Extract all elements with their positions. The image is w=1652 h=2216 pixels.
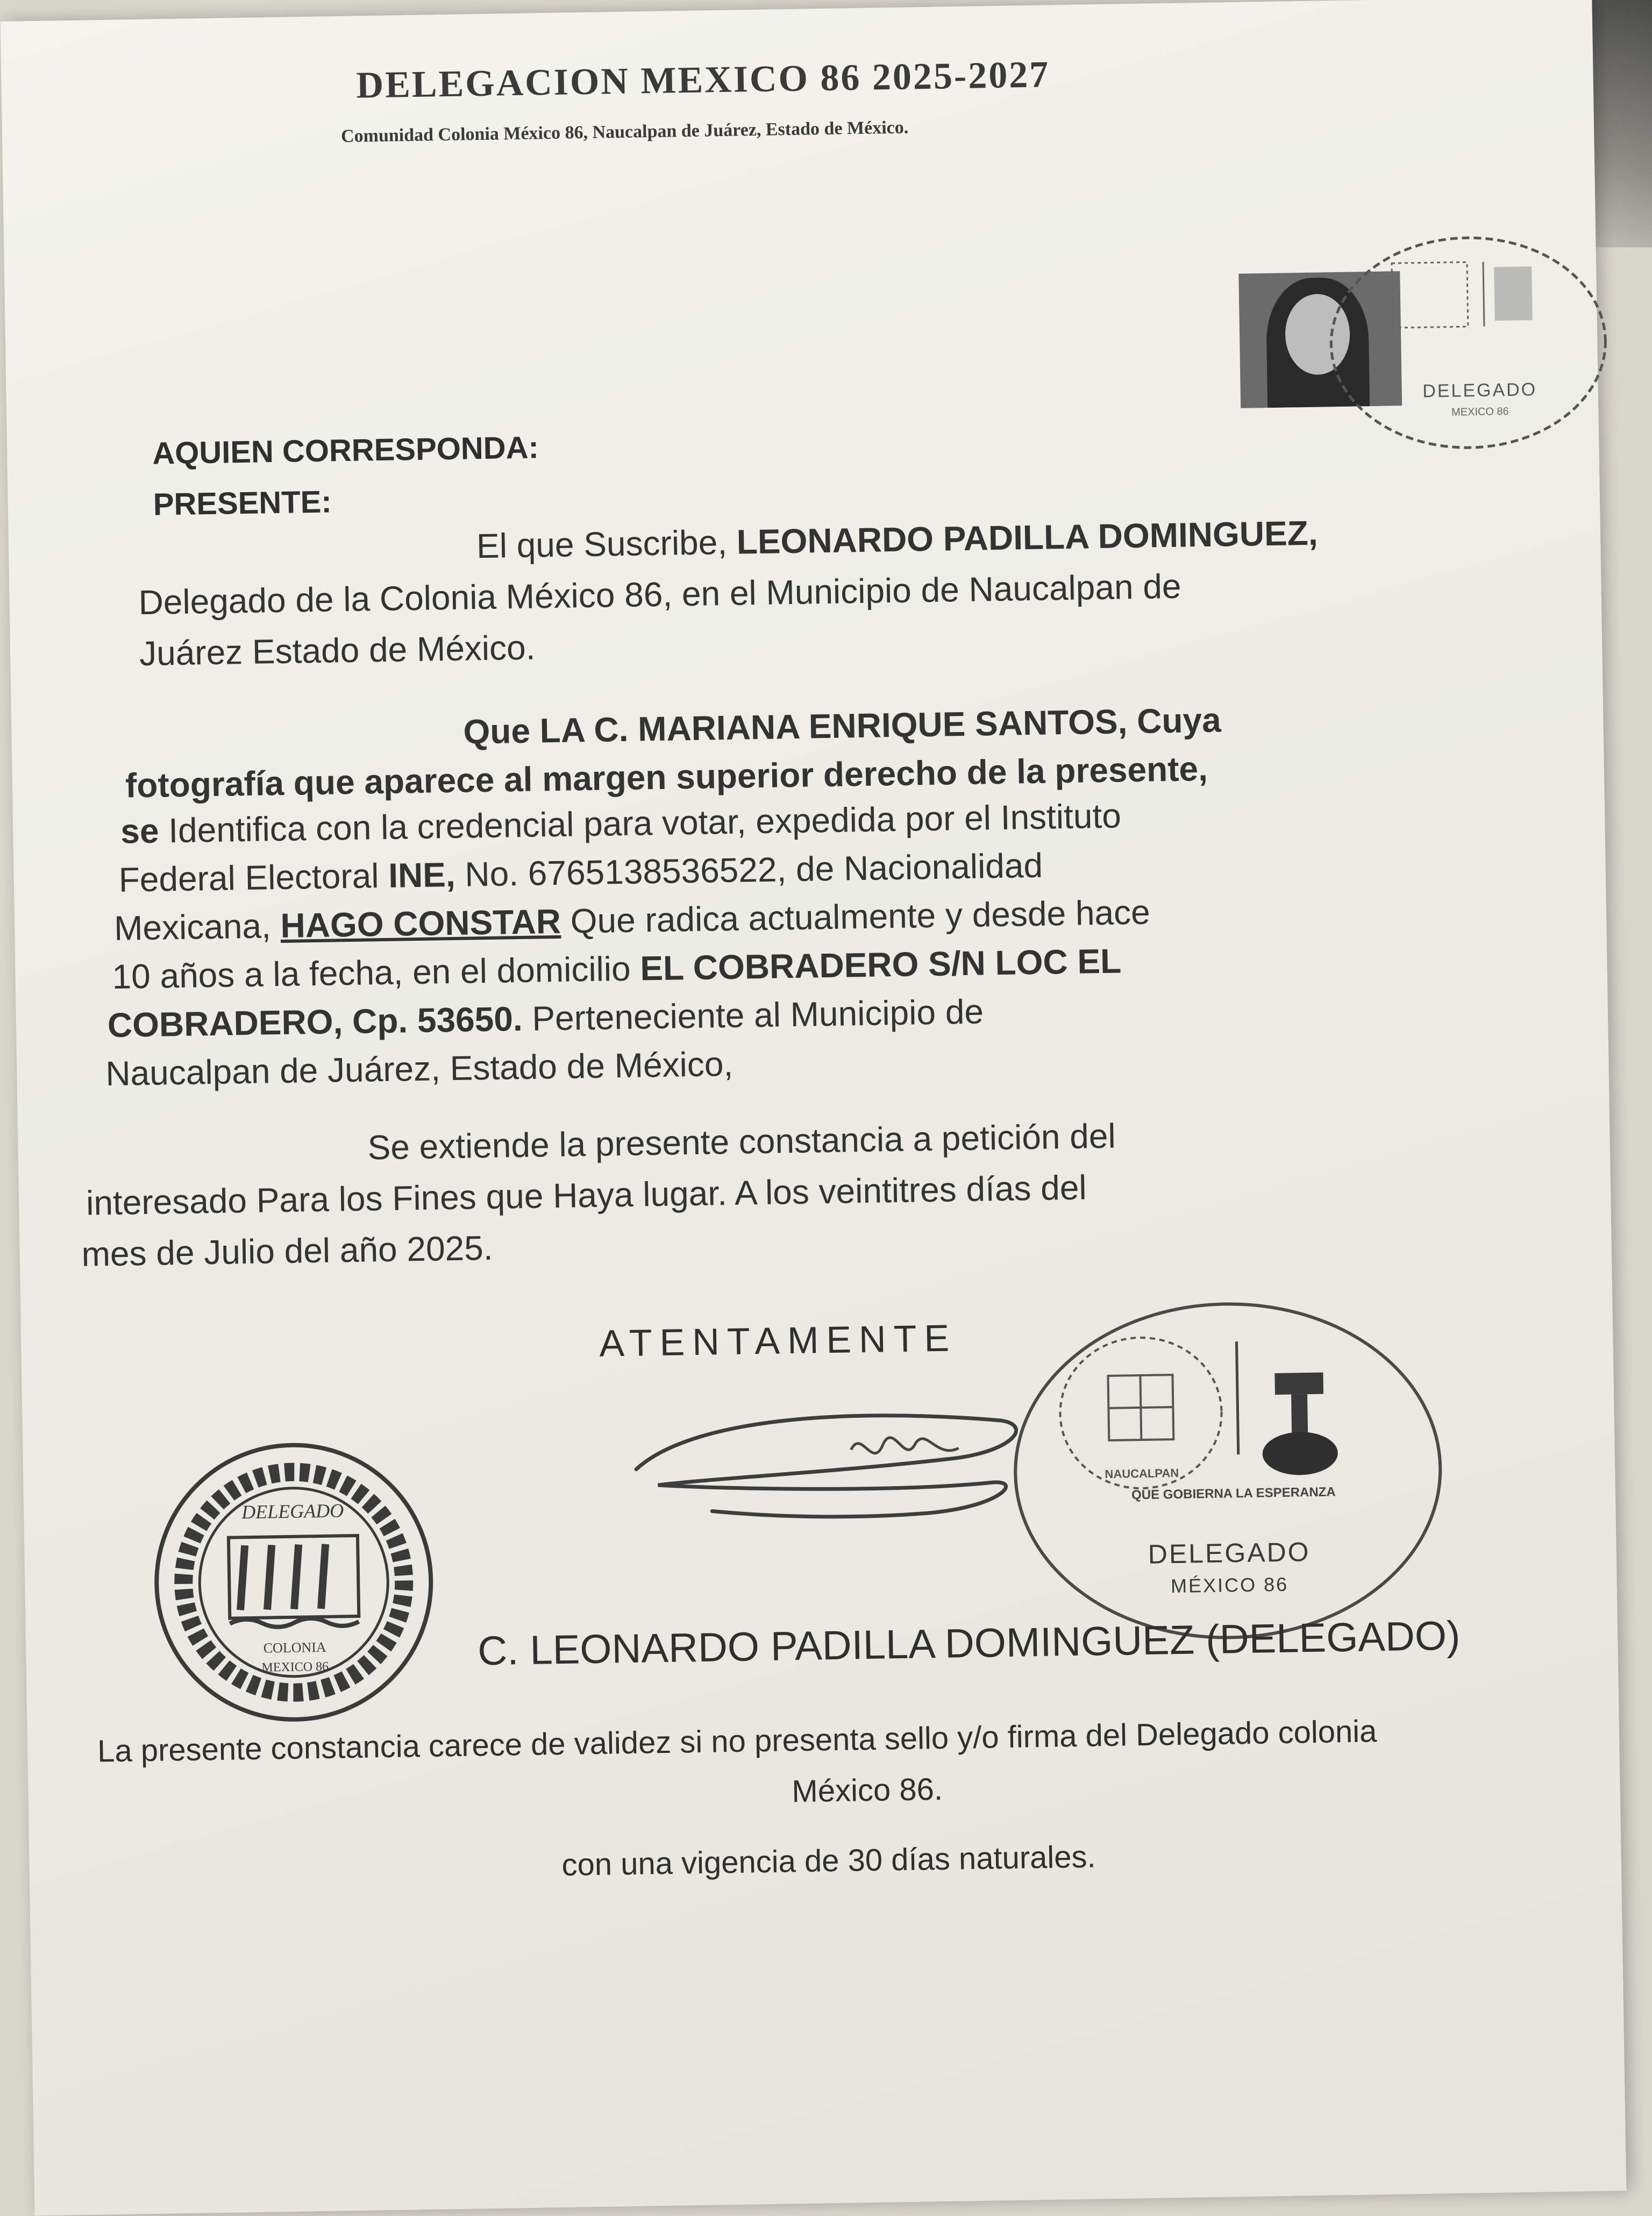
top-delegado-seal <box>1321 228 1626 458</box>
hago-constar: HAGO CONSTAR <box>280 901 561 946</box>
p1-line-2: Delegado de la Colonia México 86, en el Municipio de Naucalpan de <box>138 566 1181 622</box>
footer-line-2: México 86. <box>791 1771 943 1809</box>
p2-line-7b: Perteneciente al Municipio de <box>522 992 984 1038</box>
salutation-line-2: PRESENTE: <box>153 484 332 522</box>
colonia-round-seal <box>146 1435 441 1730</box>
p2-line-4a: Federal Electoral <box>118 856 389 899</box>
p2-line-1a: Que LA <box>462 710 594 751</box>
p2-line-5c: Que radica actualmente y desde hace <box>560 892 1151 941</box>
main-seal-place: NAUCALPAN <box>1105 1466 1179 1481</box>
signatory-name: C. LEONARDO PADILLA DOMINGUEZ (DELEGADO) <box>477 1613 1461 1674</box>
document-subtitle: Comunidad Colonia México 86, Naucalpan de Juárez, Estado de México. <box>340 117 909 147</box>
p2-line-5a: Mexicana, <box>113 906 281 948</box>
p2-line-3a: se <box>120 811 160 851</box>
main-seal-motto: QUE GOBIERNA LA ESPERANZA <box>1131 1485 1336 1503</box>
round-seal-text-1: COLONIA <box>263 1639 326 1656</box>
p1-line-1 <box>476 509 1318 570</box>
footer-line-1: La presente constancia carece de validez si no presenta sello y/o firma del Delegado colonia <box>97 1714 1377 1769</box>
salutation-line-1: AQUIEN CORRESPONDA: <box>152 430 539 471</box>
footer-line-3: con una vigencia de 30 días naturales. <box>561 1839 1096 1883</box>
p3-line-3: mes de Julio del año 2025. <box>81 1228 494 1274</box>
p3-line-1: Se extiende la presente constancia a petición del <box>367 1116 1116 1167</box>
p1-line-1a: El que Suscribe, <box>476 522 737 566</box>
p2-line-2: fotografía que aparece al margen superior derecho de la presente, <box>125 749 1208 805</box>
p2-line-8: Naucalpan de Juárez, Estado de México, <box>105 1044 734 1093</box>
p2-line-6a: 10 años a la fecha, en el domicilio <box>111 949 640 996</box>
atentamente-text: ATENTAMENTE <box>599 1317 957 1365</box>
resident-name: C. MARIANA ENRIQUE SANTOS, Cuya <box>593 700 1222 749</box>
main-seal-text-2: MÉXICO 86 <box>1170 1573 1289 1597</box>
main-delegado-seal <box>1005 1290 1456 1652</box>
id-number-text: No. 6765138536522, de Nacionalidad <box>455 846 1043 894</box>
salutation-block <box>152 422 540 530</box>
handwritten-signature <box>624 1382 1057 1551</box>
round-seal-top-text: DELEGADO <box>241 1500 344 1523</box>
top-seal-text-1: DELEGADO <box>1422 379 1537 402</box>
document-page <box>1 0 1627 2215</box>
document-title: DELEGACION MEXICO 86 2025-2027 <box>355 54 1050 106</box>
address-part-1: EL COBRADERO S/N LOC EL <box>639 941 1122 988</box>
round-seal-text-2: MEXICO 86 <box>261 1659 329 1675</box>
p1-line-3: Juárez Estado de México. <box>139 628 536 673</box>
p3-line-2: interesado Para los Fines que Haya lugar. A los veintitres días del <box>86 1168 1087 1223</box>
p2-line-4b: INE, <box>388 855 456 895</box>
p2-line-3b: Identifica con la credencial para votar, expedida por el Instituto <box>158 796 1122 850</box>
main-seal-text-1: DELEGADO <box>1148 1537 1311 1569</box>
address-part-2: COBRADERO, Cp. 53650. <box>107 999 523 1045</box>
top-seal-text-2: MEXICO 86 <box>1451 406 1509 418</box>
delegate-name: LEONARDO PADILLA DOMINGUEZ, <box>736 513 1319 562</box>
